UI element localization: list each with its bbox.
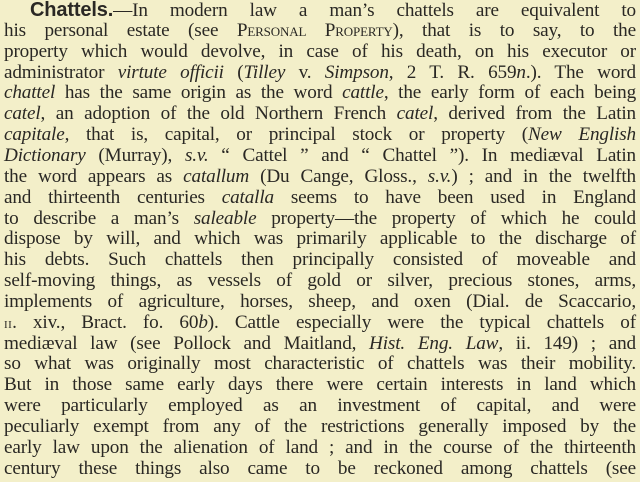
text-line [4,354,636,375]
text-line [30,0,636,21]
text-line [4,167,636,188]
roman-numeral: ii [4,315,13,332]
text-run: ) ; and in the twelfth [451,165,637,187]
text-run: , the early form of each being [383,82,637,104]
case-name: Simpson [324,61,389,83]
text-line [4,292,636,313]
text-line [4,271,636,292]
text-line [4,334,636,355]
text-line [4,209,636,230]
text-line [4,459,636,480]
text-run: to describe a man’s [4,207,194,229]
text-run: ), that is to say, to the [392,19,636,41]
text-line [4,104,636,125]
text-run: and thirteenth centuries [4,186,222,208]
text-run: his debts. Such chattels then principally consisted of moveable and [4,249,636,271]
text-line [4,188,636,209]
text-run: ( [223,61,244,83]
text-run: , derived from the Latin [433,103,636,125]
text-run: so what was originally most characteristic of chattels was their mobility. [4,353,636,375]
text-line [4,438,636,459]
text-line [4,396,636,417]
case-name: Tilley [243,61,286,83]
text-run: the word appears as [4,165,184,187]
text-run: has the same origin as the word [55,82,343,104]
text-run: , 2 T. R. 659 [388,61,517,83]
text-run: “ Cattel ” and “ Chattel ”). In mediæval Latin [208,144,636,166]
text-run: peculiarly exempt from any of the restrictions generally imposed by the [4,416,636,437]
text-run: —In modern law a man’s chattels are equivalent to [113,0,636,21]
text-run: early law upon the alienation of land ; and in the course of the thirteenth [4,436,636,458]
text-line [4,229,636,250]
italic-term: cattle [342,82,384,104]
text-line [4,21,636,42]
italic-term: catel [396,103,434,125]
italic-term: s.v. [427,165,452,187]
text-run: v. [285,61,325,83]
text-run: mediæval law (see Pollock and Maitland, [4,332,370,354]
italic-term: virtute officii [117,61,224,83]
italic-term: catel [4,103,41,125]
text-line [4,83,636,104]
text-line [4,125,636,146]
text-run: . xiv., Bract. fo. 60 [12,311,199,333]
text-run: self-moving things, as vessels of gold or silver, precious stones, arms, [4,270,636,292]
text-run: were particularly employed as an investment of capital, and were [4,395,636,417]
text-run: implements of agriculture, horses, sheep, and oxen (Dial. de Scaccario, [4,290,636,312]
text-run: , ii. 149) ; and [498,332,636,354]
book-title: Hist. Eng. Law [369,332,499,354]
text-run: seems to have been used in England [273,186,636,208]
italic-term: chattel [4,82,56,104]
text-line [4,146,636,167]
italic-term: catalla [221,186,274,208]
text-run: ). Cattle especially were the typical chattels of [207,311,636,333]
text-run: dispose by will, and which was primarily applicable to the discharge of [4,228,636,250]
italic-term: catallum [183,165,250,187]
text-line [4,417,636,438]
headword: Chattels. [30,0,114,21]
text-line [4,313,636,334]
text-run: , that is, capital, or principal stock or property ( [64,124,529,146]
text-line [4,250,636,271]
book-title: New English [528,124,637,146]
italic-term: s.v. [184,144,209,166]
italic-term: n [516,61,526,83]
text-run: (Du Cange, Gloss., [249,165,428,187]
italic-term: saleable [193,207,257,229]
italic-term: b [198,311,208,333]
text-run: .). The word [525,61,636,83]
italic-term: capitale [4,124,65,146]
text-line [4,375,636,396]
text-run: property which would devolve, in case of his death, on his executor or [4,40,636,62]
text-run: administrator [4,61,118,83]
text-run: , an adoption of the old Northern French [40,103,397,125]
text-run: (Murray), [85,144,185,166]
book-title: Dictionary [4,144,86,166]
cross-reference: Personal Property [236,19,393,41]
text-run: But in those same early days there were certain interests in land which [4,374,636,396]
text-line [4,42,636,63]
text-run: his personal estate (see [4,19,237,41]
text-run: property—the property of which he could [256,207,636,229]
text-run: century these things also came to be reckoned among chattels (see [4,457,636,479]
text-line [4,63,636,84]
